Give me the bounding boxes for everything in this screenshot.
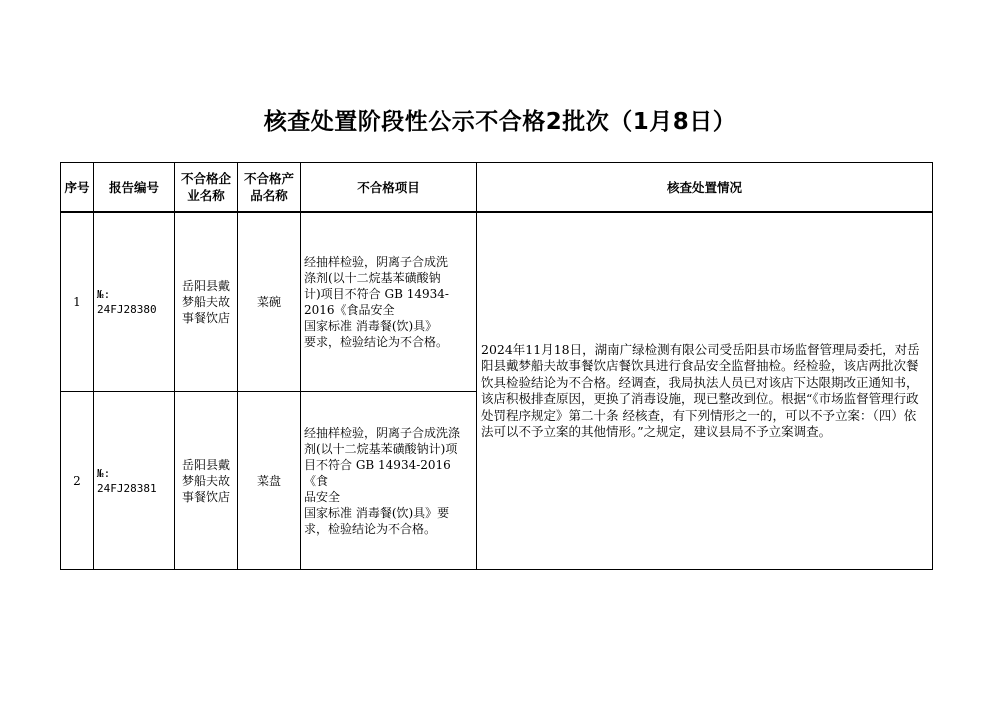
- report-no-value: 24FJ28381: [97, 481, 157, 495]
- item-line: 品安全: [304, 489, 341, 504]
- header-item: 不合格项目: [301, 163, 477, 213]
- cell-report-no: [94, 212, 175, 392]
- cell-product: 菜盘: [238, 392, 301, 570]
- item-line: 剂(以十二烷基苯磺酸钠计)项: [304, 441, 458, 456]
- item-line: 经抽样检验，阴离子合成洗: [304, 255, 449, 269]
- cell-handling: 2024年11月18日，湖南广绿检测有限公司受岳阳县市场监督管理局委托，对岳阳县戴梦船夫故事餐饮店餐饮具进行食品安全监督抽检。经检验，该店两批次餐饮具检验结论为不合格。经调查，我局执法人员已对该店下达限期改正通知书，该店积极排查原因，更换了消毒设施，现已整改到位。根据“《市场监督管理行政处罚程序规定》第二十条 经核查，有下列情形之一的，可以不予立案：（四）依法可以不予立案的其他情形。”之规定，建议县局不予立案调查。: [477, 212, 933, 570]
- cell-report-no: [94, 392, 175, 570]
- header-company-line2: 业名称: [187, 188, 225, 203]
- company-line: 岳阳县戴: [181, 279, 230, 293]
- header-product: [238, 163, 301, 213]
- item-line: 要求，检验结论为不合格。: [304, 335, 449, 349]
- header-product-line2: 品名称: [250, 188, 288, 203]
- header-company-line1: 不合格企: [180, 171, 231, 186]
- cell-item: [301, 392, 477, 570]
- header-product-line1: 不合格产: [243, 171, 294, 186]
- cell-product: 菜碗: [238, 212, 301, 392]
- item-line: 目不符合 GB 14934-2016《食: [304, 457, 451, 488]
- company-line: 梦船夫故: [181, 295, 230, 309]
- company-line: 梦船夫故: [181, 473, 230, 488]
- table-row: [61, 212, 933, 392]
- cell-seq: 2: [61, 392, 94, 570]
- item-line: 国家标准 消毒餐(饮)具》要: [304, 505, 450, 520]
- header-seq: 序号: [61, 163, 94, 213]
- page-title: 核查处置阶段性公示不合格2批次（1月8日）: [263, 109, 737, 135]
- item-line: 经抽样检验，阴离子合成洗涤: [304, 425, 461, 440]
- item-line: 求，检验结论为不合格。: [304, 521, 437, 536]
- item-line: 国家标准 消毒餐(饮)具》: [304, 319, 438, 333]
- cell-item: [301, 212, 477, 392]
- cell-seq: 1: [61, 212, 94, 392]
- company-line: 岳阳县戴: [181, 457, 230, 472]
- company-line: 事餐饮店: [181, 489, 230, 504]
- item-line: 涤剂(以十二烷基苯磺酸钠: [304, 271, 441, 285]
- cell-company: [175, 392, 238, 570]
- cell-company: [175, 212, 238, 392]
- company-line: 事餐饮店: [181, 311, 230, 325]
- report-no-prefix: №:: [97, 288, 111, 301]
- item-line: 计)项目不符合 GB 14934-: [304, 287, 449, 301]
- header-handling: 核查处置情况: [477, 163, 933, 213]
- report-no-prefix: №:: [97, 466, 111, 480]
- header-report-no: 报告编号: [94, 163, 175, 213]
- inspection-table: [60, 162, 933, 570]
- header-row: [61, 163, 933, 213]
- item-line: 2016《食品安全: [304, 303, 395, 317]
- header-company: [175, 163, 238, 213]
- report-no-value: 24FJ28380: [97, 303, 157, 316]
